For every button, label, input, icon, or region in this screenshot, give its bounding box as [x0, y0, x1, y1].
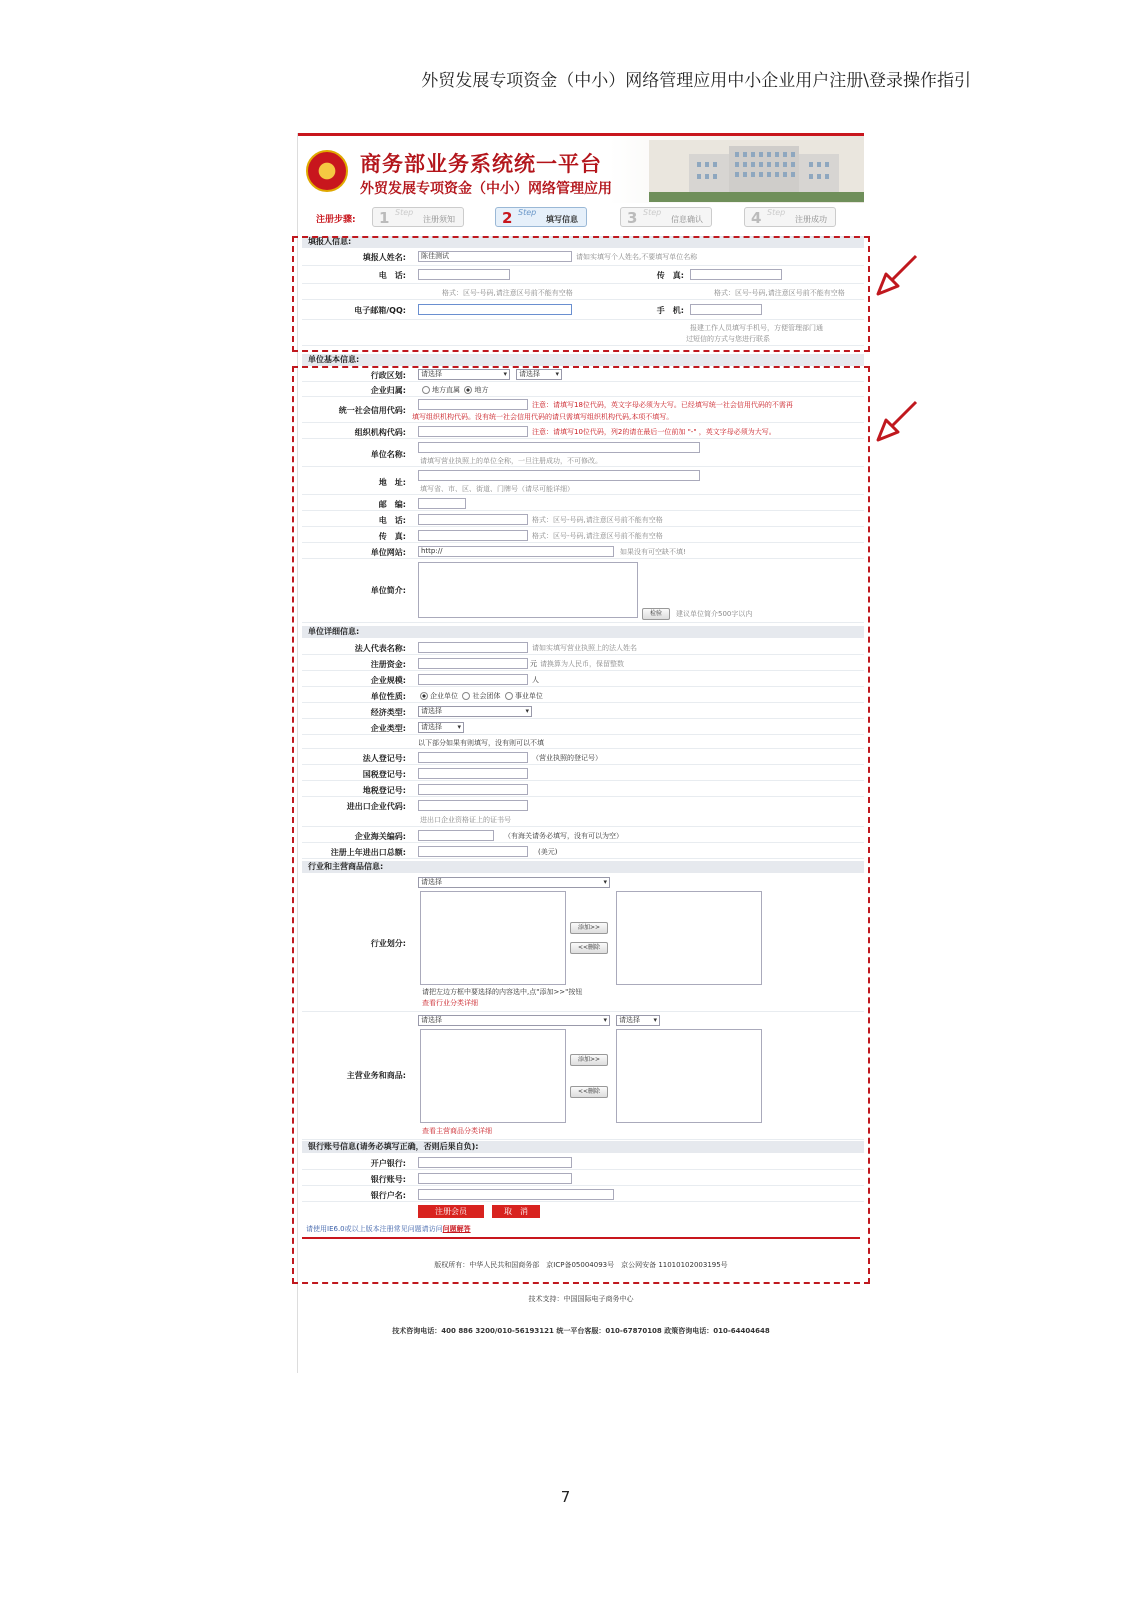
filler-name-input[interactable]: 陈佳测试	[418, 251, 572, 262]
register-button[interactable]: 注册会员	[418, 1205, 484, 1218]
step-tag: Step	[767, 208, 786, 217]
main-goods-label: 主营业务和商品:	[346, 1071, 406, 1080]
annotation-box-filler	[292, 236, 870, 352]
region-select-2[interactable]: 请选择 ▾	[516, 369, 562, 380]
goods-add-button[interactable]: 添加>>	[570, 1054, 608, 1066]
bank-account-label: 银行账号:	[370, 1175, 406, 1184]
building-illustration-icon	[649, 140, 864, 202]
bank-name-label: 开户银行:	[370, 1159, 406, 1168]
step-1	[372, 207, 464, 227]
filler-mobile-label: 手 机:	[656, 306, 684, 315]
step-number: 4	[751, 209, 762, 227]
customs-hint: （有海关请务必填写，没有可以为空）	[504, 832, 623, 840]
unit-fax-hint: 格式：区号-号码,请注意区号前不能有空格	[532, 532, 663, 540]
step-4	[744, 207, 836, 227]
step-2-active	[495, 207, 587, 227]
postcode-label: 邮 编:	[378, 500, 406, 509]
registration-steps	[298, 205, 864, 231]
company-type-select[interactable]: 请选择 ▾	[418, 722, 464, 733]
goods-select-1[interactable]: 请选择 ▾	[418, 1015, 610, 1026]
step-label: 填写信息	[546, 215, 578, 224]
step-tag: Step	[518, 208, 537, 217]
ie-code-label: 进出口企业代码:	[346, 802, 406, 811]
intro-hint: 建议单位简介500字以内	[676, 610, 753, 618]
step-number: 3	[627, 209, 638, 227]
website-input[interactable]: http://	[418, 546, 614, 557]
section-filler-info: 填报人信息:	[302, 236, 864, 248]
nature-label: 单位性质:	[370, 692, 406, 701]
unit-name-label: 单位名称:	[370, 450, 406, 459]
step-number: 1	[379, 209, 390, 227]
industry-hint: 请把左边方框中要选择的内容选中,点"添加>>"按钮	[422, 988, 583, 996]
industry-detail-link[interactable]: 查看行业分类详细	[422, 999, 478, 1007]
filler-fax-format-hint: 格式：区号-号码,请注意区号前不能有空格	[714, 289, 845, 297]
page-number: 7	[560, 1488, 571, 1506]
filler-mobile-hint-1: 报建工作人员填写手机号，方便管理部门通	[690, 324, 823, 332]
affiliation-option-local: 地方	[474, 386, 489, 394]
unit-phone-label: 电 话:	[378, 516, 406, 525]
last-year-total-label: 注册上年进出口总额:	[330, 848, 406, 857]
document-header: 外贸发展专项资金（中小）网络管理应用中小企业用户注册\登录操作指引	[421, 71, 971, 91]
filler-phone-format-hint: 格式：区号-号码,请注意区号前不能有空格	[442, 289, 573, 297]
legal-rep-label: 法人代表名称:	[354, 644, 406, 653]
customs-label: 企业海关编码:	[354, 832, 406, 841]
intro-check-button[interactable]: 检验	[642, 608, 670, 620]
step-label: 信息确认	[671, 215, 703, 224]
nature-option-enterprise: 企业单位	[430, 692, 458, 700]
nature-option-public: 事业单位	[514, 692, 543, 700]
website-hint: 如果没有可空缺不填!	[620, 548, 686, 556]
step-number: 2	[502, 209, 513, 227]
company-type-label: 企业类型:	[370, 724, 406, 733]
annotation-box-unit	[292, 366, 870, 1284]
credit-code-label: 统一社会信用代码:	[338, 406, 406, 415]
section-industry: 行业和主营商品信息:	[302, 861, 864, 873]
capital-hint: 请换算为人民币，保留整数	[540, 660, 624, 668]
legal-reg-hint: （营业执照的登记号）	[532, 754, 602, 762]
ie-note: 请使用IE6.0或以上版本注册常见问题请访问	[306, 1225, 443, 1233]
annotation-arrow-icon	[872, 396, 922, 446]
industry-remove-button[interactable]: <<删除	[570, 942, 608, 954]
footer-hotline: 技术咨询电话：400 886 3200/010-56193121 统一平台客服：010-67870108 政策咨询电话：010-64404648	[392, 1327, 770, 1335]
unit-name-hint: 请填写营业执照上的单位全称，一旦注册成功，不可修改。	[420, 457, 602, 465]
filler-phone-label: 电 话:	[378, 271, 406, 280]
local-tax-label: 地税登记号:	[362, 786, 406, 795]
intro-label: 单位简介:	[370, 586, 406, 595]
site-banner	[298, 133, 864, 203]
section-unit-detail: 单位详细信息:	[302, 626, 864, 638]
region-label: 行政区划:	[370, 371, 406, 380]
filler-name-label: 填报人姓名:	[362, 253, 406, 262]
capital-unit: 元	[530, 660, 537, 668]
national-tax-label: 国税登记号:	[362, 770, 406, 779]
annotation-arrow-icon	[872, 250, 922, 300]
org-code-warning: 注意：请填写10位代码，列2的请在最后一位前加 "-" ，英文字母必须为大写。	[532, 428, 776, 436]
banner-subtitle: 外贸发展专项资金（中小）网络管理应用	[360, 181, 612, 197]
goods-remove-button[interactable]: <<删除	[570, 1086, 608, 1098]
address-hint: 填写省、市、区、街道、门牌号（请尽可能详细）	[420, 485, 574, 493]
unit-fax-label: 传 真:	[378, 532, 406, 541]
legal-reg-label: 法人登记号:	[362, 754, 406, 763]
goods-select-2[interactable]: 请选择 ▾	[616, 1015, 660, 1026]
faq-link[interactable]: 问题解答	[442, 1225, 471, 1233]
footer-support: 技术支持：中国国际电子商务中心	[528, 1295, 634, 1303]
scale-unit: 人	[532, 676, 539, 684]
filler-name-hint: 请如实填写个人姓名,不要填写单位名称	[576, 253, 698, 261]
legal-rep-hint: 请如实填写营业执照上的法人姓名	[532, 644, 637, 652]
credit-code-warning-1: 注意：请填写18位代码，英文字母必须为大写。已经填写统一社会信用代码的不需再	[532, 401, 793, 409]
unit-phone-hint: 格式：区号-号码,请注意区号前不能有空格	[532, 516, 663, 524]
cancel-button[interactable]: 取 消	[492, 1205, 540, 1218]
step-tag: Step	[395, 208, 414, 217]
bank-holder-label: 银行户名:	[370, 1191, 406, 1200]
address-label: 地 址:	[378, 478, 406, 487]
banner-title: 商务部业务系统统一平台	[360, 151, 602, 176]
steps-label: 注册步骤:	[316, 215, 356, 225]
nature-option-social: 社会团体	[472, 692, 501, 700]
website-label: 单位网站:	[370, 548, 406, 557]
footer-copyright: 版权所有：中华人民共和国商务部 京ICP备05004093号 京公网安备 11010102003195号	[434, 1261, 728, 1269]
section-bank: 银行账号信息(请务必填写正确，否则后果自负):	[302, 1141, 864, 1153]
goods-detail-link[interactable]: 查看主营商品分类详细	[422, 1127, 492, 1135]
ie-code-hint: 进出口企业资格证上的证书号	[420, 816, 511, 824]
industry-select[interactable]: 请选择 ▾	[418, 877, 610, 888]
national-emblem-icon	[306, 150, 348, 192]
econ-type-select[interactable]: 请选择 ▾	[418, 706, 532, 717]
capital-label: 注册资金:	[370, 660, 406, 669]
affiliation-label: 企业归属:	[370, 386, 406, 395]
filler-fax-label: 传 真:	[656, 271, 684, 280]
region-select-1[interactable]: 请选择 ▾	[418, 369, 510, 380]
step-3	[620, 207, 712, 227]
industry-add-button[interactable]: 添加>>	[570, 922, 608, 934]
optional-note: 以下部分如果有则填写，没有则可以不填	[418, 739, 544, 747]
filler-email-label: 电子邮箱/QQ:	[354, 306, 406, 315]
filler-mobile-hint-2: 过短信的方式与您进行联系	[686, 335, 770, 343]
scale-label: 企业规模:	[370, 676, 406, 685]
org-code-label: 组织机构代码:	[354, 428, 406, 437]
econ-type-label: 经济类型:	[370, 708, 406, 717]
last-year-total-unit: (美元)	[538, 848, 558, 856]
section-unit-basic: 单位基本信息:	[302, 354, 864, 366]
affiliation-option-direct: 地方直属	[432, 386, 460, 394]
step-tag: Step	[643, 208, 662, 217]
step-label: 注册须知	[423, 215, 455, 224]
industry-category-label: 行业划分:	[370, 939, 406, 948]
step-label: 注册成功	[795, 215, 827, 224]
credit-code-warning-2: 填写组织机构代码。没有统一社会信用代码的请只需填写组织机构代码,本项不填写。	[412, 413, 674, 421]
